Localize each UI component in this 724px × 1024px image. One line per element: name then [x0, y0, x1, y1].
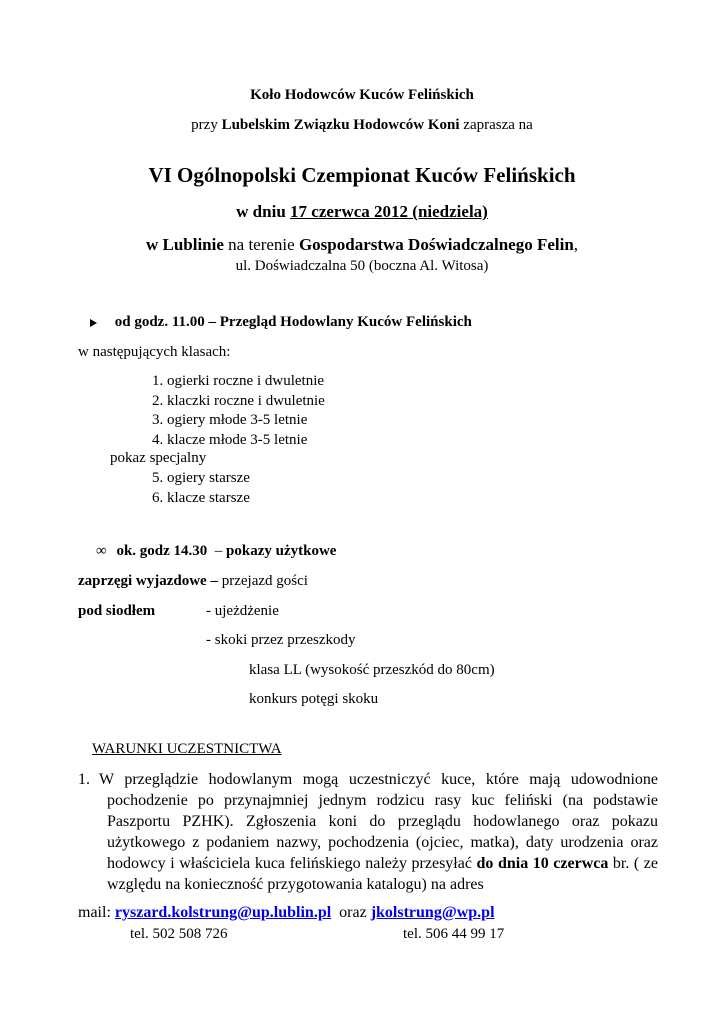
line2-pre: przy — [191, 117, 222, 133]
class-item: 1. ogierki roczne i dwuletnie — [152, 373, 325, 389]
section2-title: pokazy użytkowe — [226, 543, 337, 559]
harness-desc: przejazd gości — [217, 573, 308, 589]
place-mid: na terenie — [223, 235, 299, 254]
jump-class: klasa LL (wysokość przeszkód do 80cm) — [249, 662, 495, 678]
jump-class: konkurs potęgi skoku — [249, 691, 379, 707]
harness-label: zaprzęgi wyjazdowe – — [78, 573, 218, 589]
organizer-name: Koło Hodowców Kuców Felińskich — [250, 87, 474, 103]
harness-row — [78, 573, 308, 590]
date-pre: w dniu — [236, 202, 291, 221]
class-item: 2. klaczki roczne i dwuletnie — [152, 392, 325, 409]
paragraph-number: 1. — [78, 771, 90, 788]
event-address: ul. Doświadczalna 50 (boczna Al. Witosa) — [235, 258, 489, 274]
class-item: 5. ogiery starsze — [152, 470, 250, 486]
class-list — [152, 372, 325, 450]
place-city: w Lublinie — [145, 235, 224, 254]
email-link-1[interactable]: ryszard.kolstrung@up.lublin.pl — [114, 904, 332, 921]
place-farm: Gospodarstwa Doświadczalnego Felin — [298, 235, 574, 254]
section2-time: ok. godz 14.30 — [116, 543, 208, 559]
section2-dash: – — [207, 543, 227, 559]
mail-label: mail: — [78, 904, 115, 921]
event-date — [0, 202, 724, 222]
conditions-text-a: W przeglądzie hodowlanym mogą uczestniczyć kuce, które mają udowodnione pochodzenie po przynajmniej jednym rodzicu rasy kuc feliński (na podstawie Paszportu PZHK). Zgłoszenia koni do przeglądu hodowlanego oraz pokazu użytkowego z podaniem nazwy, pochodzenia (ojciec, matka), daty urodzenia oraz hodowcy i właściciela kuca felińskiego należy przesyłać — [99, 771, 658, 872]
class-item: 6. klacze starsze — [152, 489, 250, 506]
phone-2: tel. 506 44 99 17 — [403, 926, 505, 942]
infinity-bullet-icon: ∞ — [96, 543, 107, 559]
section1-intro: w następujących klasach: — [78, 344, 231, 360]
class-item: 4. klacze młode 3-5 letnie — [152, 431, 308, 448]
section1-heading-row — [90, 314, 472, 331]
place-comma: , — [573, 235, 579, 254]
conditions-heading: WARUNKI UCZESTNICTWA — [92, 741, 282, 757]
saddle-label: pod siodłem — [78, 603, 156, 619]
mail-conj: oraz — [331, 904, 371, 921]
phone-1: tel. 502 508 726 — [130, 926, 228, 942]
conditions-paragraph — [78, 769, 658, 895]
association-name: Lubelskim Związku Hodowców Koni — [221, 117, 460, 133]
special-class-list — [152, 469, 250, 508]
event-place — [0, 235, 724, 255]
conditions-deadline: do dnia 10 czerwca — [476, 855, 609, 872]
date-value: 17 czerwca 2012 (niedziela) — [290, 202, 488, 221]
line2-post: zaprasza na — [459, 117, 533, 133]
section1-heading: od godz. 11.00 – Przegląd Hodowlany Kuców Felińskich — [114, 314, 472, 330]
saddle-item: - skoki przez przeszkody — [206, 632, 356, 648]
triangle-bullet-icon — [90, 319, 97, 327]
organizer-line — [0, 117, 724, 134]
event-title: VI Ogólnopolski Czempionat Kuców Felińskich — [148, 163, 576, 187]
conditions-text-b: br. ( ze względu na konieczność przygotowania katalogu) na adres — [107, 855, 659, 893]
mail-row — [78, 904, 495, 922]
saddle-item: - ujeżdżenie — [206, 603, 279, 619]
special-show-label: pokaz specjalny — [110, 450, 207, 466]
email-link-2[interactable]: jkolstrung@wp.pl — [370, 904, 495, 921]
section2-heading-row — [96, 543, 336, 560]
class-item: 3. ogiery młode 3-5 letnie — [152, 412, 308, 428]
